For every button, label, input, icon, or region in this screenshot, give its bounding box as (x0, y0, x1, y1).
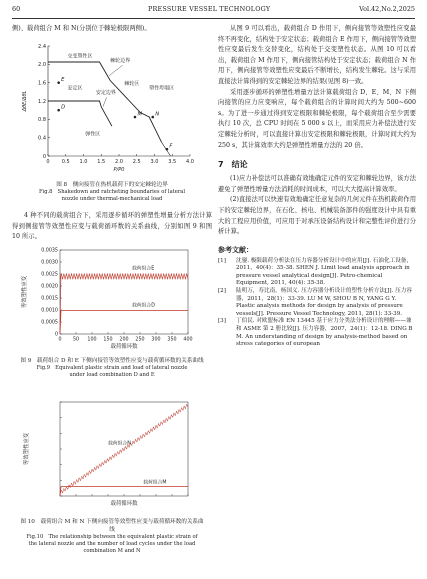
region-label: 交变塑性区 (67, 53, 93, 60)
x-tick-label: 100 (87, 337, 97, 343)
point-N (151, 116, 154, 119)
y-tick-label: 0.0015 (41, 296, 58, 302)
fig10-caption-en: Fig.10 The relationship between the equivalent plastic strain of the lateral nozzle and the number of load cycles under the load combination M and N (26, 534, 198, 555)
y-tick-label: 2.0 (38, 62, 46, 69)
x-tick-label: 400 (183, 337, 193, 343)
header-rule (12, 18, 415, 19)
point-M (134, 116, 137, 119)
x-axis-label: 载荷循环数 (110, 344, 138, 350)
fig8-chart (18, 38, 208, 183)
y-tick-label: 0.0025 (41, 272, 58, 278)
fig10-caption (12, 518, 212, 556)
right-paragraph-1: 从图 9 可以看出，载荷组合 D 作用下，侧向接管等效塑性应变最终不再变化，结构处于安定状态；载荷组合 E 作用下，侧向接管等效塑性应变最后发生交替变化，结构处于交变塑性状态。从图 10 可以看出，载荷组合 M 作用下，侧向接管结构处于安定状态；载荷组合 N 作用下，侧向接管等效塑性应变最后不断增长，结构发生棘轮。这与采用直接法计算得到的安定棘轮边界的结果(见图 8)一致。 (218, 25, 416, 85)
y-axis-label: 等效塑性应变 (22, 275, 28, 309)
point-F (166, 148, 169, 151)
point-E (57, 81, 60, 84)
paragraph-1: 4 种不同的载荷组合下，采用逐步循环的弹塑性增量分析方法计算得到侧接管等效塑性应变与载荷循环数的关系曲线，分别如图 9 和图 10 所示。 (12, 212, 212, 241)
fig9-caption (12, 357, 212, 379)
x-tick-label: 150 (103, 337, 113, 343)
x-tick-label: 4.0 (186, 159, 194, 165)
x-tick-label: 300 (151, 337, 161, 343)
y-tick-label: 0.0005 (41, 320, 58, 326)
sd-bound-pointer (103, 97, 107, 106)
reference-item: [1] 沈鋆. 极限载荷分析法在压力容器分析设计中的应用[J]. 石油化工设备，2011，40(4)：35-38. SHEN J. Limit load analysis approach in pressure vessel analytical design[J]. Petro-chemical Equipment, 2011, 40(4): 35-38. (218, 257, 412, 287)
series-M-label: 载荷组合M (143, 480, 167, 486)
point-label: E (61, 77, 65, 84)
section-7-title: 7 结论 (218, 160, 248, 170)
y-tick-label: 0.0030 (41, 260, 58, 266)
x-tick-label: 1.0 (79, 159, 88, 165)
y-tick-label: 1.2 (38, 98, 46, 105)
x-tick-label: 50 (72, 337, 80, 343)
y-tick-label: 0.8 (38, 117, 46, 124)
y-axis-label: ΔθE/ΔθL (22, 90, 28, 112)
fig9-chart (18, 244, 208, 356)
x-axis-label: P/P0 (113, 167, 125, 173)
series-E-line (60, 274, 188, 335)
point-D (57, 109, 60, 112)
x-tick-label: 0 (46, 159, 50, 165)
x-tick-label: 3.0 (150, 159, 159, 165)
point-label: F (169, 143, 173, 150)
conclusion-2: (2)直接法可以快速有效地确定任意复杂的几何元件在热机载荷作用下的安定棘轮边界，在石化、核电、机械装备部件的强度设计中具有重大的工程应用价值，可应用于对承压设备结构设计和完整性评价进行分析计算。 (218, 196, 416, 236)
region-label: 安定区 (67, 85, 83, 92)
series-N-line (60, 404, 188, 495)
right-paragraph-2: 采用逐步循环的弹塑性增量方法计算载荷组合 D、E、M、N 下侧向接管的应力应变响应，每个载荷组合的计算时间大约为 500~600 s。为了进一步通过得到安定极限和棘轮极限，每个载荷组合至少需要执行 10 次，总 CPU 时间在 5 000 s 以上，而采用应力补偿法进行安定棘轮分析时，可以直接计算出安定极限和棘轮极限，计算时间大约为 250 s，其计算效率大约是弹塑性增量方法的 20 倍。 (218, 88, 416, 149)
y-tick-label: 1.6 (38, 80, 46, 87)
intro-text: 侧)、载荷组合 M 和 N(分别位于棘轮极限两侧)。 (12, 25, 151, 32)
fig9-caption-cn: 图 9 载荷组合 D 和 E 下侧向接管等效塑性应变与载荷循环数的关系曲线 (20, 358, 204, 364)
fig10-caption-cn: 图 10 载荷组合 M 和 N 下侧向接管等效塑性应变与载荷循环数的关系曲线 (20, 519, 204, 533)
x-tick-label: 1.5 (97, 159, 106, 165)
conclusion-1: (1)应力补偿法可以准确有效地确定元件的安定和棘轮边界，该方法避免了弹塑性增量方法消耗的时间成本，可以大大提高计算效率。 (218, 175, 416, 193)
point-label: N (155, 111, 160, 118)
y-tick-label: 0 (42, 153, 46, 160)
y-tick-label: 0.4 (38, 135, 46, 142)
page-header (0, 5, 427, 19)
y-tick-label: 0.0035 (41, 248, 58, 254)
region-label: 弹性区 (85, 131, 101, 138)
x-axis-label: 载荷循环数 (110, 501, 138, 507)
volume-info: Vol.42,No.2,2025 (359, 5, 415, 13)
region-label: 棘轮区 (124, 80, 140, 87)
references-title: 参考文献： (218, 245, 253, 254)
reference-item: [2] 陆明万，寿比南，杨国义. 压力容器分析设计的塑性分析方法[J]. 压力容器，2011，28(1)：33-39. LU M W, SHOU B N, YANG G Y. Plastic analysis methods for design by analysis of pressure vessels[J]. Pressure Vessel Technology, 2011, 28(1): 33-39. (218, 288, 412, 317)
page-number: 60 (12, 5, 21, 13)
x-tick-label: 0.5 (61, 159, 70, 165)
left-paragraph (12, 211, 212, 243)
point-label: D (61, 104, 66, 111)
x-tick-label: 350 (167, 337, 177, 343)
y-tick-label: 2.4 (38, 43, 46, 50)
fig8-caption (12, 181, 212, 203)
fig10-chart (18, 398, 208, 516)
region-label: 塑性垮塌区 (149, 85, 175, 92)
x-tick-label: 0 (58, 337, 62, 343)
journal-name: PRESSURE VESSEL TECHNOLOGY (148, 5, 271, 13)
fig8-caption-cn: 图 8 侧向接管在热机载荷下的安定棘轮边界 (56, 182, 168, 188)
right-column (218, 24, 416, 349)
x-tick-label: 2.5 (132, 159, 141, 165)
series-D-line (60, 310, 188, 334)
series-N-label: 载荷组合N (108, 441, 131, 447)
left-column (12, 24, 212, 35)
ratchet-bound-pointer (109, 65, 122, 76)
x-tick-label: 250 (135, 337, 145, 343)
x-tick-label: 3.5 (168, 159, 177, 165)
point-label: M (137, 111, 142, 118)
series-E-label: 载荷组合E (132, 266, 155, 272)
fig9-caption-en: Fig.9 Equivalent plastic strain and load of lateral nozzle under load combination D and E (36, 365, 188, 379)
y-axis-label: 等效塑性应变 (24, 432, 30, 466)
y-tick-label: 0 (54, 332, 58, 338)
x-tick-label: 200 (119, 337, 129, 343)
region-label: 安定边界 (95, 90, 116, 97)
x-tick-label: 2.0 (115, 159, 123, 165)
reference-list (218, 258, 416, 349)
series-D-label: 载荷组合D (132, 303, 155, 309)
reference-item: [3] 丁伯民. 对欧盟标准 EN 13445 基于应力分类法分析设计的理解——兼和 ASME 第 2 册比较[J]. 压力容器，2007，24(1)：12-18. DING B M. An understanding of design by analysis-method based on stress categories of european (218, 318, 413, 348)
plot-frame (60, 250, 188, 334)
boundary-line-shakedown (48, 101, 112, 126)
y-tick-label: 0.0020 (41, 284, 58, 290)
region-label: 棘轮边界 (110, 58, 131, 65)
fig8-caption-en: Fig.8 Shakedown and ratcheting boundaries of lateral nozzle under thermal-mechanical load (38, 189, 186, 203)
y-tick-label: 0.0010 (41, 308, 58, 314)
